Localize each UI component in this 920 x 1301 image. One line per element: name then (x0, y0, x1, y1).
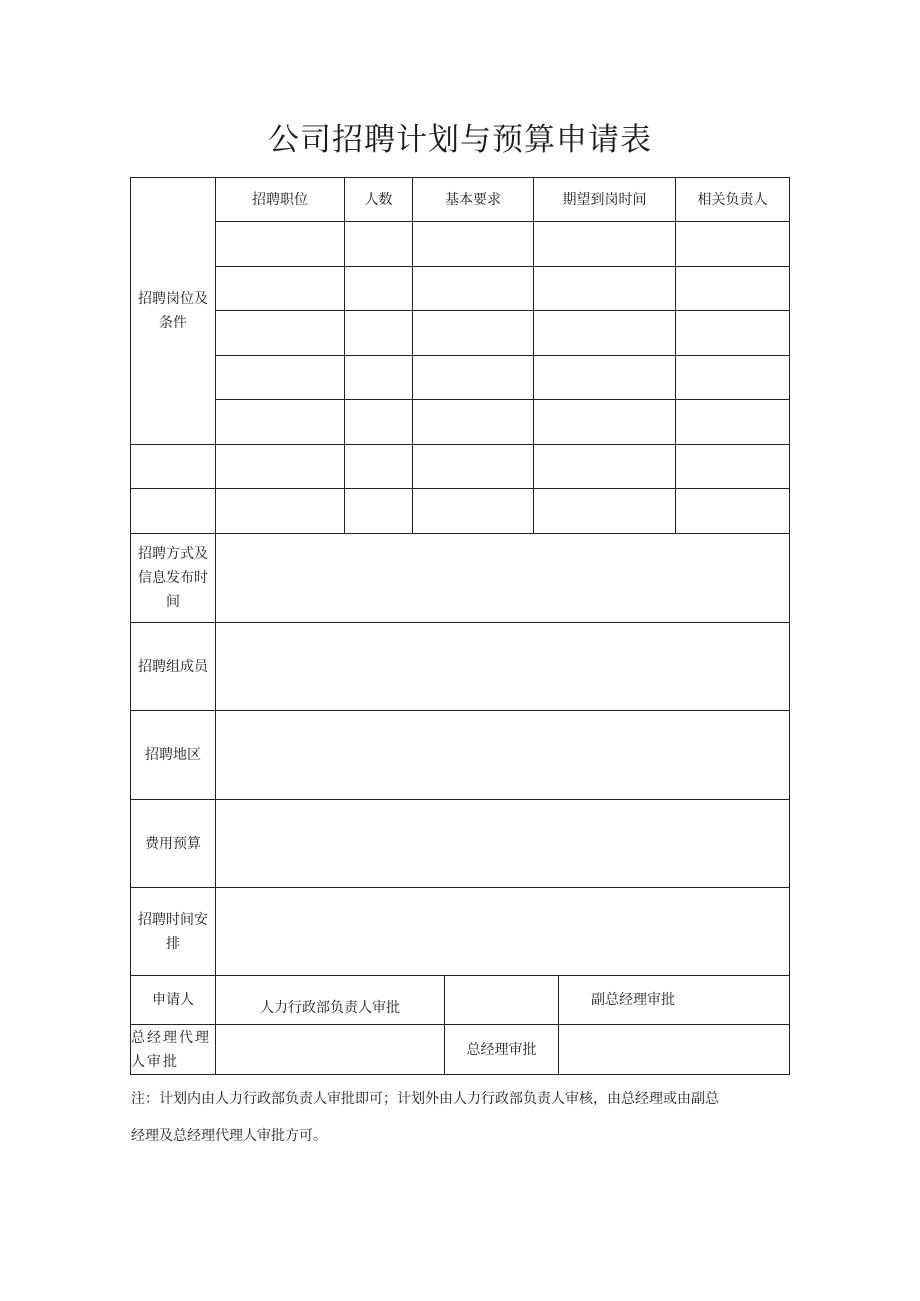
label-schedule: 招聘时间安排 (138, 911, 208, 952)
grid-line (215, 310, 790, 311)
label-vp-approval: 副总经理审批 (591, 992, 675, 1008)
grid-line (215, 399, 790, 400)
gm-signature-area[interactable] (559, 1025, 789, 1074)
grid-line (130, 488, 790, 489)
grid-line (130, 444, 790, 445)
grid-line (412, 177, 413, 534)
table-border-right (789, 177, 790, 1075)
grid-line (215, 266, 790, 267)
team-input-area[interactable] (216, 623, 789, 710)
label-budget: 费用预算 (145, 835, 201, 852)
schedule-input-area[interactable] (216, 888, 789, 975)
label-region: 招聘地区 (145, 747, 201, 763)
grid-line (344, 177, 345, 534)
note-line-2: 经理及总经理代理人审批方可。 (131, 1128, 327, 1144)
column-header-owner: 相关负责人 (697, 191, 768, 208)
table-border-bottom (130, 1074, 790, 1075)
label-team: 招聘组成员 (138, 658, 208, 675)
form-title: 公司招聘计划与预算申请表 (268, 122, 652, 158)
column-header-position: 招聘职位 (252, 191, 308, 208)
gm-proxy-signature-area[interactable] (216, 1025, 444, 1074)
label-gm-approval: 总经理审批 (466, 1041, 537, 1058)
region-input-area[interactable] (216, 711, 789, 799)
grid-line (215, 355, 790, 356)
column-header-count: 人数 (364, 191, 393, 208)
grid-line (675, 177, 676, 534)
column-header-arrival-time: 期望到岗时间 (562, 191, 647, 208)
grid-line (215, 221, 790, 222)
label-applicant: 申请人 (152, 992, 194, 1008)
column-header-requirements: 基本要求 (445, 191, 501, 208)
budget-input-area[interactable] (216, 800, 789, 887)
method-input-area[interactable] (216, 534, 789, 622)
hr-approval-signature-area[interactable] (445, 976, 558, 1024)
note-line-1: 注：计划内由人力行政部负责人审批即可；计划外由人力行政部负责人审核，由总经理或由副总 (131, 1091, 719, 1107)
grid-line (533, 177, 534, 534)
label-hr-approval: 人力行政部负责人审批 (260, 1000, 400, 1016)
label-method: 招聘方式及信息发布时间 (138, 546, 208, 610)
label-gm-proxy-approval: 总经理代理人审批 (131, 1029, 211, 1070)
label-positions: 招聘岗位及条件 (138, 291, 208, 331)
